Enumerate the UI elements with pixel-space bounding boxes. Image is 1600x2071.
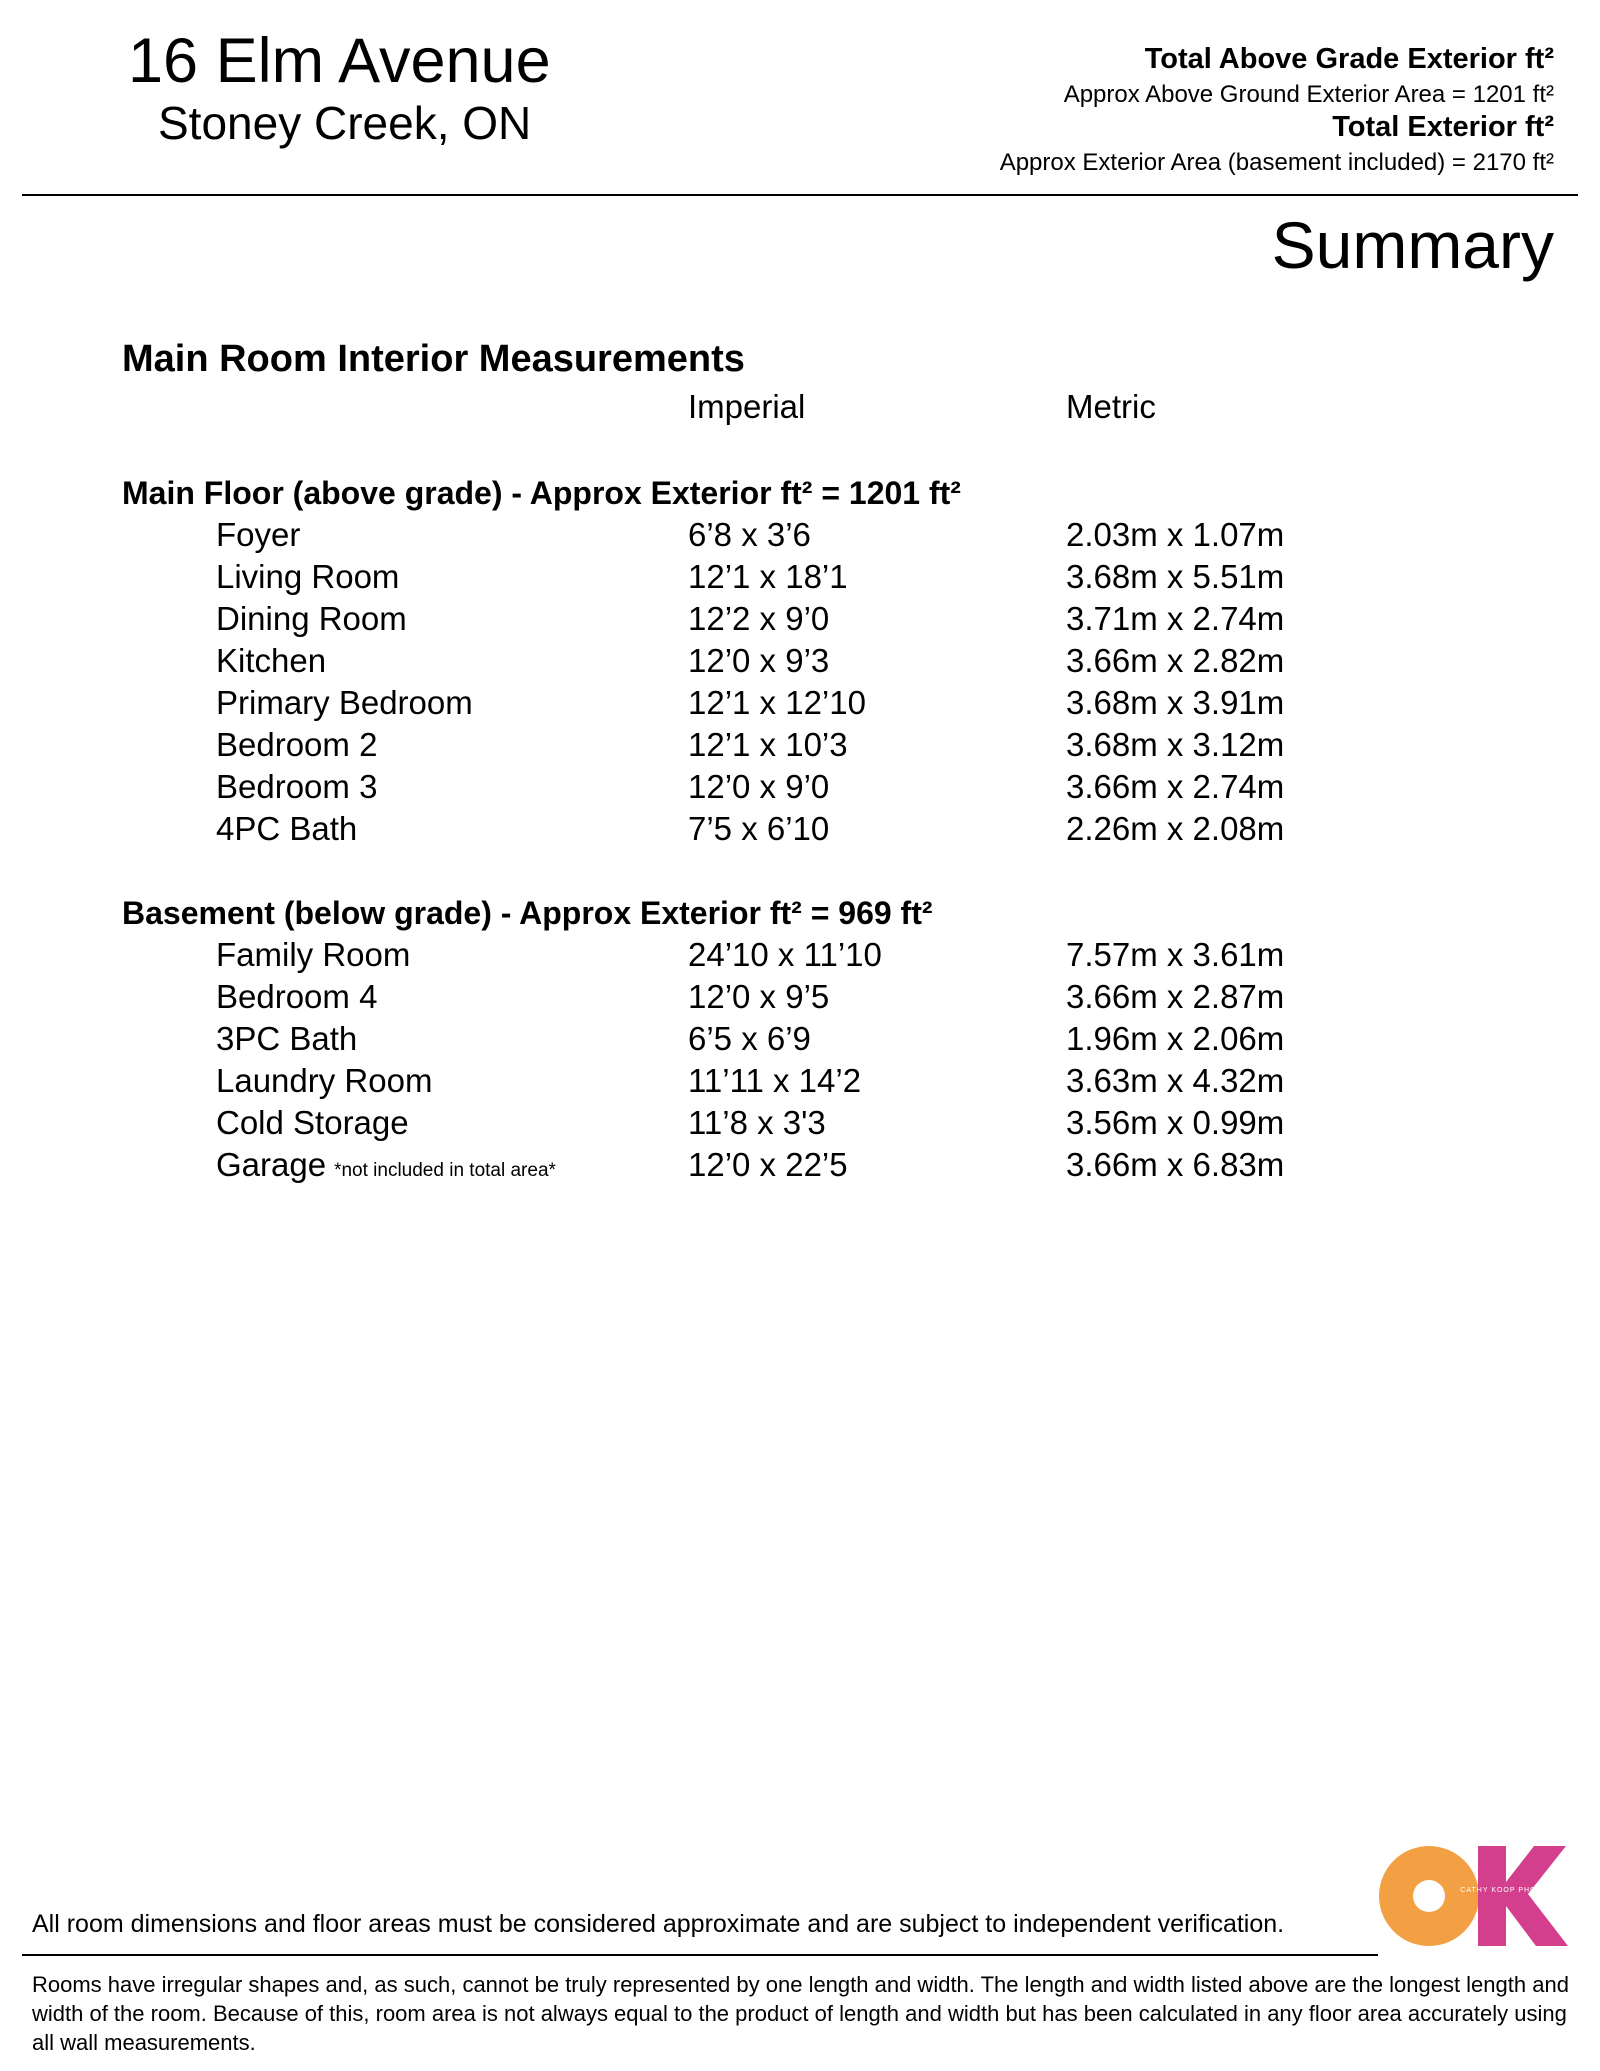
room-name: 3PC Bath: [216, 1020, 358, 1057]
room-row: [0, 770, 1600, 812]
footnote: Rooms have irregular shapes and, as such, cannot be truly represented by one length and width. The length and width listed above are the longest length and width of the room. Because of this, room area is not always equal to the product of length and width but has been calculated in any floor area accurately using all wall measurements.: [32, 1972, 1569, 2055]
room-row: [0, 1106, 1600, 1148]
room-metric: 3.66m x 2.74m: [1066, 768, 1285, 805]
header-divider: [22, 194, 1578, 196]
property-city: Stoney Creek, ON: [158, 97, 532, 149]
column-header-metric: Metric: [1066, 388, 1156, 425]
logo-o-shape: [1379, 1846, 1479, 1946]
room-name: Foyer: [216, 516, 301, 553]
room-row: [0, 938, 1600, 980]
room-metric: 3.56m x 0.99m: [1066, 1104, 1285, 1141]
room-metric: 3.71m x 2.74m: [1066, 600, 1285, 637]
room-metric: 2.26m x 2.08m: [1066, 810, 1285, 847]
room-row: [0, 812, 1600, 854]
room-row: [0, 1064, 1600, 1106]
room-row: [0, 686, 1600, 728]
room-row: [0, 980, 1600, 1022]
room-name-with-note: [216, 1148, 556, 1181]
room-name: Bedroom 2: [216, 726, 378, 763]
room-row: [0, 728, 1600, 770]
room-name: Bedroom 4: [216, 978, 378, 1015]
room-metric: 3.63m x 4.32m: [1066, 1062, 1285, 1099]
footer-divider: [22, 1954, 1378, 1956]
room-imperial: 7’5 x 6’10: [688, 810, 830, 847]
room-name: Cold Storage: [216, 1104, 409, 1141]
room-metric: 7.57m x 3.61m: [1066, 936, 1285, 973]
disclaimer: All room dimensions and floor areas must be considered approximate and are subject to independent verification.: [32, 1910, 1285, 1938]
room-imperial: 12’0 x 9’5: [688, 978, 830, 1015]
room-row: [0, 518, 1600, 560]
room-imperial: 12’0 x 9’3: [688, 642, 830, 679]
room-name: Dining Room: [216, 600, 407, 637]
room-imperial: 6’8 x 3’6: [688, 516, 811, 553]
total-exterior-title: Total Exterior ft²: [1332, 111, 1554, 143]
total-exterior-detail: Approx Exterior Area (basement included) = 2170 ft²: [999, 149, 1554, 176]
property-street: 16 Elm Avenue: [128, 26, 551, 96]
column-header-imperial: Imperial: [688, 388, 806, 425]
room-metric: 2.03m x 1.07m: [1066, 516, 1285, 553]
room-name: Garage: [216, 1146, 327, 1183]
room-imperial: 12’1 x 12’10: [688, 684, 866, 721]
room-name: Primary Bedroom: [216, 684, 473, 721]
logo-k-shape: [1478, 1846, 1568, 1946]
room-imperial: 12’1 x 18’1: [688, 558, 848, 595]
room-imperial: 12’0 x 22’5: [688, 1146, 848, 1183]
room-imperial: 11’11 x 14’2: [688, 1062, 862, 1099]
room-metric: 3.68m x 3.12m: [1066, 726, 1285, 763]
room-row: [0, 1148, 1600, 1190]
cathy-koop-logo: [1374, 1844, 1584, 1948]
basement-heading: Basement (below grade) - Approx Exterior ft² = 969 ft²: [122, 895, 933, 931]
room-imperial: 12’0 x 9’0: [688, 768, 830, 805]
room-row: [0, 602, 1600, 644]
above-grade-detail: Approx Above Ground Exterior Area = 1201 ft²: [1063, 81, 1554, 108]
room-row: [0, 560, 1600, 602]
garage-note: *not included in total area*: [334, 1160, 556, 1181]
section-title: Main Room Interior Measurements: [122, 338, 745, 380]
room-imperial: 11’8 x 3'3: [688, 1104, 826, 1141]
room-name: Laundry Room: [216, 1062, 433, 1099]
room-row: [0, 644, 1600, 686]
room-metric: 3.68m x 3.91m: [1066, 684, 1285, 721]
logo-text: CATHY KOOP PHOTOGRAPHY: [1460, 1887, 1584, 1894]
above-grade-title: Total Above Grade Exterior ft²: [1144, 43, 1554, 75]
room-metric: 3.66m x 6.83m: [1066, 1146, 1285, 1183]
room-name: Living Room: [216, 558, 400, 595]
room-metric: 3.66m x 2.87m: [1066, 978, 1285, 1015]
room-metric: 1.96m x 2.06m: [1066, 1020, 1285, 1057]
room-name: Bedroom 3: [216, 768, 378, 805]
room-imperial: 24’10 x 11’10: [688, 936, 882, 973]
room-imperial: 6’5 x 6’9: [688, 1020, 811, 1057]
room-imperial: 12’2 x 9’0: [688, 600, 830, 637]
room-name: 4PC Bath: [216, 810, 358, 847]
main-floor-heading: Main Floor (above grade) - Approx Exterior ft² = 1201 ft²: [122, 475, 961, 511]
room-imperial: 12’1 x 10’3: [688, 726, 848, 763]
room-metric: 3.66m x 2.82m: [1066, 642, 1285, 679]
room-name: Family Room: [216, 936, 411, 973]
page-title: Summary: [1271, 208, 1554, 282]
room-name: Kitchen: [216, 642, 327, 679]
room-row: [0, 1022, 1600, 1064]
room-metric: 3.68m x 5.51m: [1066, 558, 1285, 595]
